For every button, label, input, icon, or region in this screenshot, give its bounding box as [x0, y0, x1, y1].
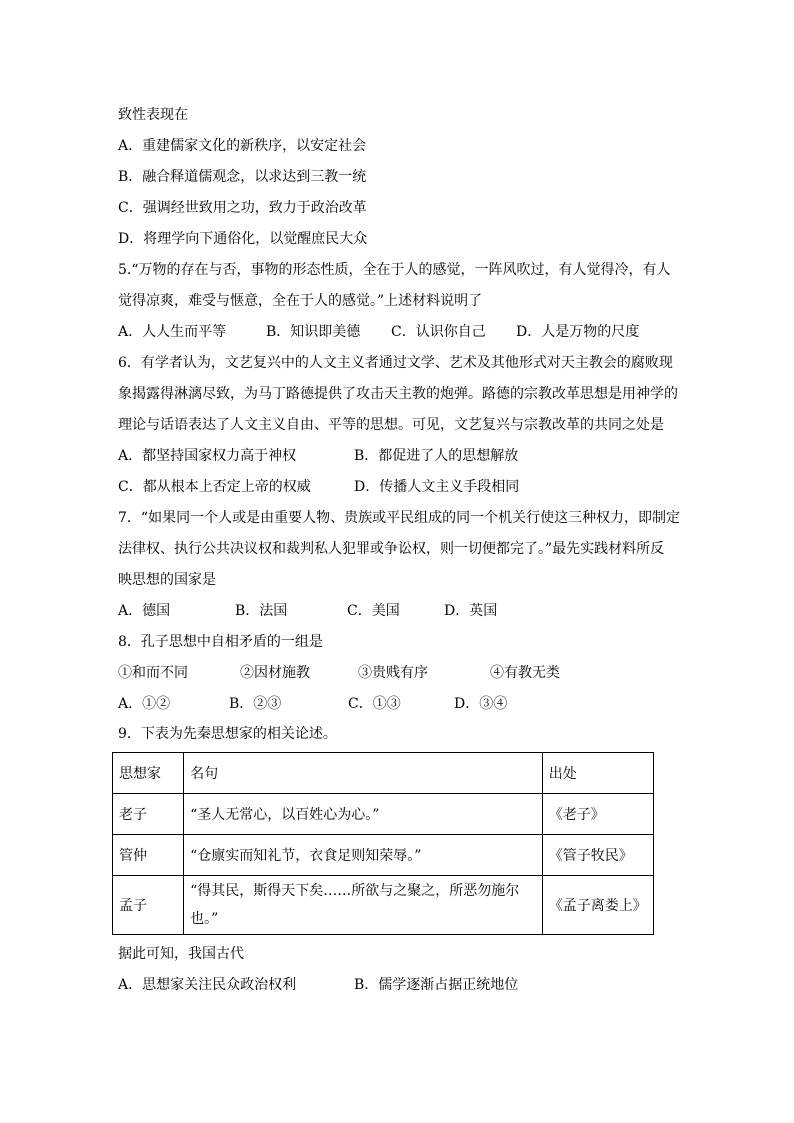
q6-option-c: C．都从根本上否定上帝的权威: [118, 479, 311, 495]
table-row: [113, 876, 654, 935]
q8-option-b: B．②③: [229, 696, 282, 712]
q9-stem: 9．下表为先秦思想家的相关论述。: [118, 726, 337, 742]
q7-option-d: D．英国: [444, 603, 498, 619]
q8-option-d: D．③④: [454, 696, 508, 712]
q6-option-b: B．都促进了人的思想解放: [354, 448, 519, 464]
q8-item-4: ④有教无类: [490, 665, 560, 681]
thinkers-table: [112, 752, 654, 935]
q6-stem-line-2: 象揭露得淋漓尽致，为马丁路德提供了攻击天主教的炮弹。路德的宗教改革思想是用神学的: [118, 386, 678, 402]
q5-stem-line-2: 觉得凉爽，难受与惬意，全在于人的感觉。”上述材料说明了: [118, 293, 483, 309]
q8-stem: 8．孔子思想中自相矛盾的一组是: [118, 634, 323, 650]
q7-stem-line-3: 映思想的国家是: [118, 572, 216, 588]
header-quote: 名句: [184, 753, 543, 794]
q5-stem-line-1: 5.“万物的存在与否，事物的形态性质，全在于人的感觉，一阵风吹过，有人觉得冷，有人: [118, 262, 671, 278]
table-header-row: [113, 753, 654, 794]
q6-options-row-2: [118, 472, 678, 503]
q9-options-row-1: [118, 970, 678, 1001]
q9-option-a: A．思想家关注民众政治权利: [118, 977, 297, 993]
q5-option-c: C．认识你自己: [391, 324, 486, 340]
q5-option-d: D．人是万物的尺度: [516, 324, 640, 340]
header-thinker: 思想家: [113, 753, 184, 794]
q8-option-c: C．①③: [348, 696, 401, 712]
row-quote: “圣人无常心，以百姓心为心。”: [184, 794, 543, 835]
q7-stem-line-2: 法律权、执行公共决议权和裁判私人犯罪或争讼权，则一切便都完了。”最先实践材料所反: [118, 541, 665, 557]
row-source: 《管子牧民》: [542, 835, 653, 876]
q7-option-a: A．德国: [118, 603, 171, 619]
row-source: 《孟子离娄上》: [542, 876, 653, 935]
q4-option-b: B．融合释道儒观念，以求达到三教一统: [118, 169, 367, 185]
q7-option-b: B．法国: [235, 603, 288, 619]
q9-option-b: B．儒学逐渐占据正统地位: [354, 977, 519, 993]
q4-stem-tail: 致性表现在: [118, 107, 188, 123]
q5-option-b: B．知识即美德: [266, 324, 361, 340]
q6-options-row-1: [118, 441, 678, 472]
q5-options: [118, 317, 678, 348]
q8-option-a: A．①②: [118, 696, 171, 712]
q5-option-a: A．人人生而平等: [118, 324, 227, 340]
q8-options: [118, 689, 678, 720]
q8-item-1: ①和而不同: [118, 665, 188, 681]
q4-option-a: A．重建儒家文化的新秩序，以安定社会: [118, 138, 367, 154]
q8-items: [118, 658, 678, 689]
table-row: [113, 794, 654, 835]
q6-option-d: D．传播人文主义手段相同: [354, 479, 520, 495]
row-thinker: 老子: [113, 794, 184, 835]
q8-item-2: ②因材施教: [240, 665, 310, 681]
row-thinker: 管仲: [113, 835, 184, 876]
q7-stem-line-1: 7．“如果同一个人或是由重要人物、贵族或平民组成的同一个机关行使这三种权力，即制定: [118, 510, 681, 526]
q6-option-a: A．都坚持国家权力高于神权: [118, 448, 297, 464]
q8-item-3: ③贵贱有序: [358, 665, 428, 681]
q4-option-d: D．将理学向下通俗化，以觉醒庶民大众: [118, 231, 368, 247]
q9-after-table: 据此可知，我国古代: [118, 946, 244, 962]
q6-stem-line-1: 6．有学者认为，文艺复兴中的人文主义者通过文学、艺术及其他形式对天主教会的腐败现: [118, 355, 673, 371]
row-quote: “仓廪实而知礼节，衣食足则知荣辱。”: [184, 835, 543, 876]
header-source: 出处: [542, 753, 653, 794]
q4-option-c: C．强调经世致用之功，致力于政治改革: [118, 200, 367, 216]
q6-stem-line-3: 理论与话语表达了人文主义自由、平等的思想。可见，文艺复兴与宗教改革的共同之处是: [118, 417, 664, 433]
row-thinker: 孟子: [113, 876, 184, 935]
exam-page: [118, 100, 681, 1001]
row-source: 《老子》: [542, 794, 653, 835]
row-quote: “得其民，斯得天下矣……所欲与之聚之，所恶勿施尔也。”: [184, 876, 543, 935]
q7-option-c: C．美国: [347, 603, 400, 619]
table-row: [113, 835, 654, 876]
q7-options: [118, 596, 678, 627]
